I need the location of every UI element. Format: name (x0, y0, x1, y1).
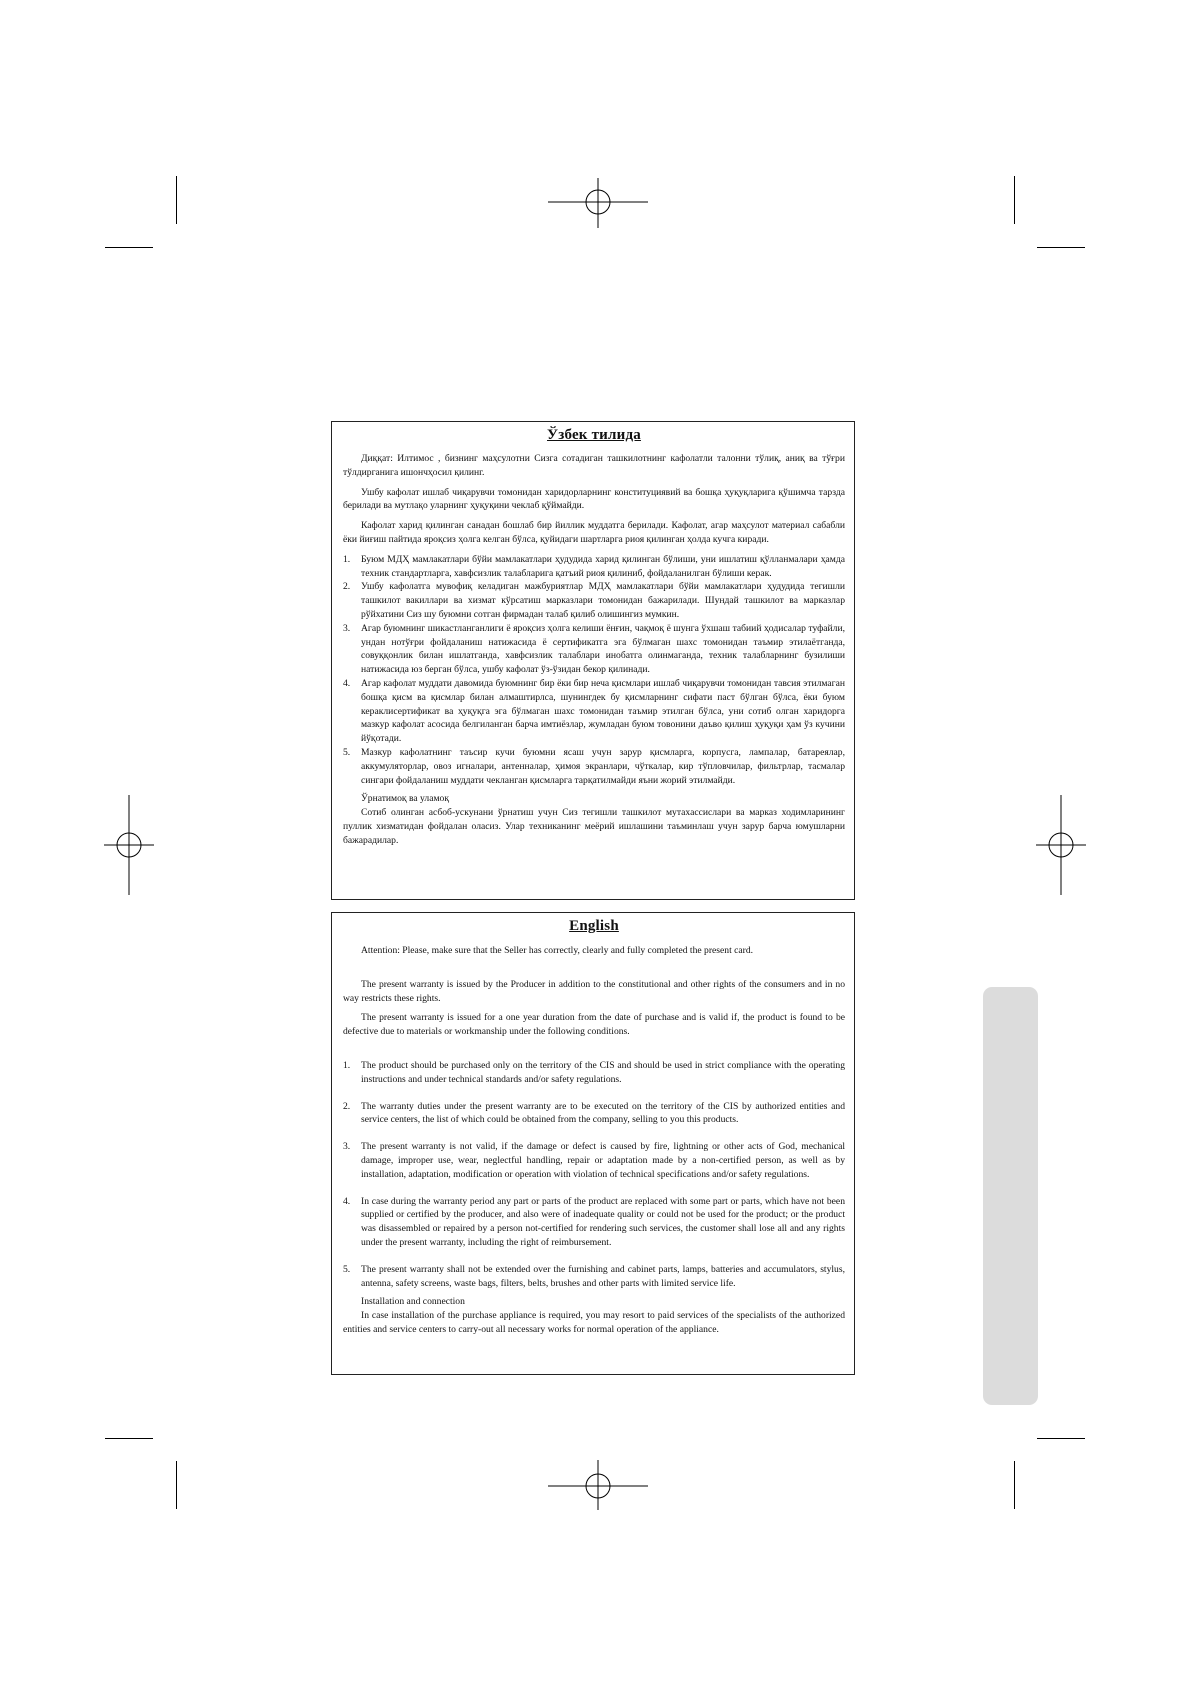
registration-mark-left (104, 795, 154, 895)
item-text: Буюм МДҲ мамлакатлари бўйи мамлакатлари ҳудудида харид қилинган бўлиши, уни ишлатиш қўлланмалари ҳамда техник стандартларга, хавфсизлик талабларига қатъий риоя қилиниб, фойдаланилган бўлиши керак. (361, 553, 845, 579)
installation-heading: Ўрнатимоқ ва уламоқ (361, 793, 449, 805)
list-item (343, 1140, 845, 1181)
uzbek-warranty-section (331, 421, 855, 900)
list-item (343, 677, 845, 746)
conditions-list (343, 553, 845, 788)
registration-mark-top (548, 178, 648, 228)
item-text: The present warranty shall not be extended over the furnishing and cabinet parts, lamps, batteries and accumulators, stylus, antenna, safety screens, waste bags, filters, belts, brushes and other parts with limited service life. (361, 1263, 845, 1289)
paragraph: The present warranty is issued by the Producer in addition to the constitutional and other rights of the consumers and in no way restricts these rights. (343, 978, 845, 1004)
crop-mark (176, 1461, 177, 1509)
item-text: In case during the warranty period any part or parts of the product are replaced with some part or parts, which have not been supplied or certified by the producer, and also were of inadequate quality or could not be used for the product; or the product was disassembled or repaired by a person not-certified for rendering such services, the customer shall lose all and any rights under the present warranty, including the right of reimbursement. (361, 1195, 845, 1248)
paragraph: The present warranty is issued for a one year duration from the date of purchase and is valid if, the product is found to be defective due to materials or workmanship under the following conditions. (343, 1012, 845, 1038)
list-item (343, 1100, 845, 1128)
conditions-list (343, 1059, 845, 1290)
item-text: The present warranty is not valid, if the damage or defect is caused by fire, lightning or other acts of God, mechanical damage, improper use, wear, neglectful handling, repair or adaptation made by a non-certified person, as well as by installation, adaptation, modification or operation with violation of technical specifications and/or safety regulations. (361, 1141, 845, 1180)
item-number: 1. (343, 1059, 351, 1071)
item-number: 3. (343, 622, 351, 634)
list-item (343, 580, 845, 621)
registration-mark-bottom (548, 1460, 648, 1510)
crop-mark (105, 247, 153, 248)
paragraph: Кафолат харид қилинган санадан бошлаб бир йиллик муддатга берилади. Кафолат, агар маҳсулот материал сабабли ёки йиғиш пайтида яроқсиз ҳолга келган бўлса, қуйидаги шартларга риоя қилинган ҳолда кучга киради. (343, 520, 845, 545)
item-number: 4. (343, 677, 351, 689)
crop-mark (1037, 1438, 1085, 1439)
item-number: 2. (343, 1100, 351, 1112)
list-item (343, 1195, 845, 1250)
item-number: 2. (343, 581, 351, 593)
registration-mark-right (1036, 795, 1086, 895)
list-item (343, 1059, 845, 1087)
item-text: Агар буюмнинг шикастланганлиги ё яроқсиз ҳолга келиши ёнғин, чақмоқ ё шунга ўхшаш табиий ҳодисалар туфайли, ундан нотўғри фойдаланиш натижасида ё сертификатга эга бўлмаган шахс томонидан таъмир этилаётганда, совуққонлик билан ишлатганда, хавфсизлик талаблари инобатга олинмаганда, техник талабларнинг бузилиши натижасида юз берган бўлса, ушбу кафолат ўз-ўзидан бекор қилинади. (361, 622, 845, 676)
crop-mark (105, 1438, 153, 1439)
item-number: 5. (343, 746, 351, 758)
attention-paragraph: Attention: Please, make sure that the Seller has correctly, clearly and fully completed the present card. (361, 945, 754, 956)
attention-paragraph: Диққат: Илтимос , бизнинг маҳсулотни Сизга сотадиган ташкилотнинг кафолатли талонни тўлиқ, аниқ ва тўғри тўлдирганига ишончҳосил қилинг. (343, 453, 845, 478)
list-item (343, 1263, 845, 1291)
installation-text: In case installation of the purchase appliance is required, you may resort to paid services of the specialists of the authorized entities and service centers to carry-out all necessary works for normal operation of the appliance. (343, 1310, 845, 1335)
crop-mark (176, 176, 177, 224)
list-item (343, 622, 845, 677)
item-text: Агар кафолат муддати давомида буюмнинг бир ёки бир неча қисмлари ишлаб чиқарувчи томонидан тавсия этилмаган бошқа қисм ва қисмлар билан алмаштирлса, шунингдек бу қисмларнинг сифати паст бўлган бўлса, ёки буюм кераклисертификат ва ҳуқуқга эга бўлмаган шахс томонидан таъмир этилган бўлса, уни сотиб олган харидорга мазкур кафолат асосида белгиланган барча имтиёзлар, жумладан буюм товонини даъво қилиш ҳуқуқи ҳам ўз кучини йўқотади. (361, 677, 845, 745)
side-tab (983, 987, 1038, 1405)
item-text: The warranty duties under the present warranty are to be executed on the territory of the CIS by authorized entities and service centers, the list of which could be obtained from the company, selling to you this products. (361, 1100, 845, 1126)
item-number: 5. (343, 1263, 351, 1275)
section-title: English (569, 918, 619, 934)
crop-mark (1014, 1461, 1015, 1509)
item-number: 3. (343, 1141, 351, 1153)
english-warranty-section (331, 912, 855, 1375)
item-text: The product should be purchased only on the territory of the CIS and should be used in strict compliance with the operating instructions and under technical standards and/or safety regulations. (361, 1059, 845, 1085)
item-text: Ушбу кафолатга мувофиқ келадиган мажбуриятлар МДҲ мамлакатлари бўйи мамлакатлари ҳудудида тегишли ташкилот вакиллари ва хизмат кўрсатиш марказлари томонидан бажарилади. Шундай ташкилот ва марказлар рўйхатини Сиз шу буюмни сотган фирмадан талаб қилиб олишингиз мумкин. (361, 581, 845, 620)
list-item (343, 746, 845, 787)
installation-heading: Installation and connection (361, 1296, 465, 1308)
section-title: Ўзбек тилида (547, 427, 641, 443)
list-item (343, 553, 845, 581)
item-number: 1. (343, 553, 351, 565)
crop-mark (1037, 247, 1085, 248)
installation-text: Сотиб олинган асбоб-ускунани ўрнатиш учун Сиз тегишли ташкилот мутахассислари ва марказ ходимларининг пуллик хизматидан фойдалан оласиз. Улар техниканинг меёрий ишлашини таъминлаш учун зарур барча юмушларни бажарадилар. (343, 807, 845, 846)
item-text: Мазкур кафолатнинг таъсир кучи буюмни ясаш учун зарур қисмларга, корпусга, лампалар, батареялар, аккумуляторлар, овоз игналари, антенналар, ҳимоя экранлари, чўткалар, кир тўпловчилар, фильтрлар, тасмалар сингари фойдаланиш муддати чекланган қисмларга тарқатилмайди яъни жорий этилмайди. (361, 746, 845, 786)
crop-mark (1014, 176, 1015, 224)
item-number: 4. (343, 1195, 351, 1207)
paragraph: Ушбу кафолат ишлаб чиқарувчи томонидан харидорларнинг конституциявий ва бошқа ҳуқуқларига қўшимча тарзда берилади ва мутлақо уларнинг ҳуқуқини чеклаб қўймайди. (343, 486, 845, 512)
